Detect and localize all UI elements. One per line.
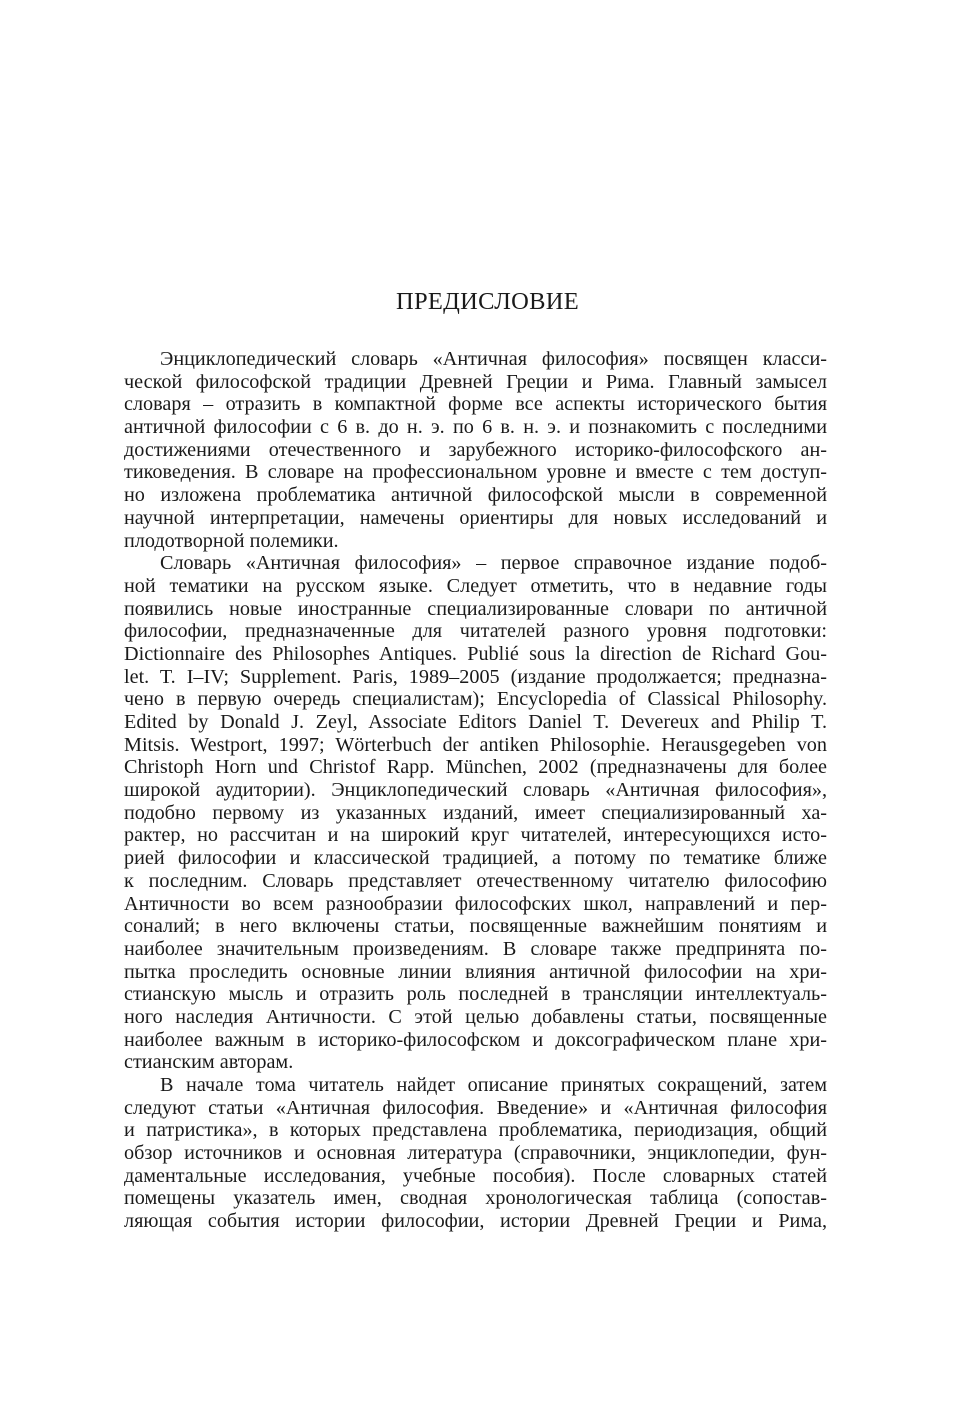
text-line: плодотворной полемики. bbox=[124, 529, 339, 552]
text-line: даментальные исследования, учебные пособия). После словарных статей bbox=[124, 1164, 827, 1187]
text-line: следуют статьи «Античная философия. Введение» и «Античная философия bbox=[124, 1096, 827, 1119]
text-line: Dictionnaire des Philosophes Antiques. Publié sous la direction de Richard Gou- bbox=[124, 642, 827, 665]
paragraph bbox=[124, 348, 827, 552]
text-line: Mitsis. Westport, 1997; Wörterbuch der antiken Philosophie. Herausgegeben von bbox=[124, 733, 827, 756]
text-line: философии, предназначенные для читателей разного уровня подготовки: bbox=[124, 620, 827, 643]
text-line: let. T. I–IV; Supplement. Paris, 1989–2005 (издание продолжается; предназна- bbox=[124, 665, 827, 688]
paragraph bbox=[124, 1074, 827, 1233]
paragraph bbox=[124, 552, 827, 1074]
text-line: и патристика», в которых представлена проблематика, периодизация, общий bbox=[124, 1119, 827, 1142]
text-line: но изложена проблематика античной философской мысли в современной bbox=[124, 484, 827, 507]
text-line: словаря – отразить в компактной форме все аспекты исторического бытия bbox=[124, 393, 827, 416]
text-line: Энциклопедический словарь «Античная философия» посвящен класси- bbox=[160, 348, 827, 370]
text-line: научной интерпретации, намечены ориентиры для новых исследований и bbox=[124, 506, 827, 529]
text-line: Christoph Horn und Christof Rapp. München, 2002 (предназначены для более bbox=[124, 756, 827, 779]
text-line: пытка проследить основные линии влияния античной философии на хри- bbox=[124, 960, 827, 983]
text-line: ческой философской традиции Древней Греции и Рима. Главный замысел bbox=[124, 370, 827, 393]
text-line: наиболее важным в историко-философском и доксографическом плане хри- bbox=[124, 1028, 827, 1051]
text-line: к последним. Словарь представляет отечественному читателю философию bbox=[124, 869, 827, 892]
text-line: ной тематики на русском языке. Следует отметить, что в недавние годы bbox=[124, 574, 827, 597]
text-line: помещены указатель имен, сводная хронологическая таблица (сопостав- bbox=[124, 1187, 827, 1210]
text-line: обзор источников и основная литература (справочники, энциклопедии, фун- bbox=[124, 1142, 827, 1165]
text-line: соналий; в него включены статьи, посвященные важнейшим понятиям и bbox=[124, 915, 827, 938]
text-line: античной философии с 6 в. до н. э. по 6 в. н. э. и познакомить с последними bbox=[124, 416, 827, 439]
text-line: стианским авторам. bbox=[124, 1051, 294, 1074]
text-line: широкой аудитории). Энциклопедический словарь «Античная философия», bbox=[124, 779, 827, 802]
text-line: рией философии и классической традицией, а потому по тематике ближе bbox=[124, 847, 827, 870]
page-title: ПРЕДИСЛОВИЕ bbox=[395, 288, 580, 315]
text-line: ного наследия Античности. С этой целью добавлены статьи, посвященные bbox=[124, 1005, 827, 1028]
text-line: Edited by Donald J. Zeyl, Associate Editors Daniel T. Devereux and Philip T. bbox=[124, 711, 827, 733]
text-line: подобно первому из указанных изданий, имеет специализированный ха- bbox=[124, 801, 827, 824]
text-line: Античности во всем разнообразии философских школ, направлений и пер- bbox=[124, 892, 827, 915]
text-line: рактер, но рассчитан и на широкий круг читателей, интересующихся исто- bbox=[124, 824, 827, 847]
text-line: тиковедения. В словаре на профессиональном уровне и вместе с тем доступ- bbox=[124, 461, 827, 484]
text-line: появились новые иностранные специализированные словари по античной bbox=[124, 597, 827, 620]
preface-text bbox=[124, 348, 827, 1233]
text-line: чено в первую очередь специалистам); Encyclopedia of Classical Philosophy. bbox=[124, 688, 827, 711]
text-line: наиболее значительным произведениям. В словаре также предпринята по- bbox=[124, 937, 827, 960]
text-line: Словарь «Античная философия» – первое справочное издание подоб- bbox=[160, 552, 827, 575]
text-line: ляющая события истории философии, истории Древней Греции и Рима, bbox=[124, 1210, 827, 1233]
text-line: В начале тома читатель найдет описание принятых сокращений, затем bbox=[160, 1074, 827, 1096]
text-line: стианскую мысль и отразить роль последней в трансляции интеллектуаль- bbox=[124, 983, 827, 1006]
text-line: достижениями отечественного и зарубежного историко-философского ан- bbox=[124, 438, 827, 461]
